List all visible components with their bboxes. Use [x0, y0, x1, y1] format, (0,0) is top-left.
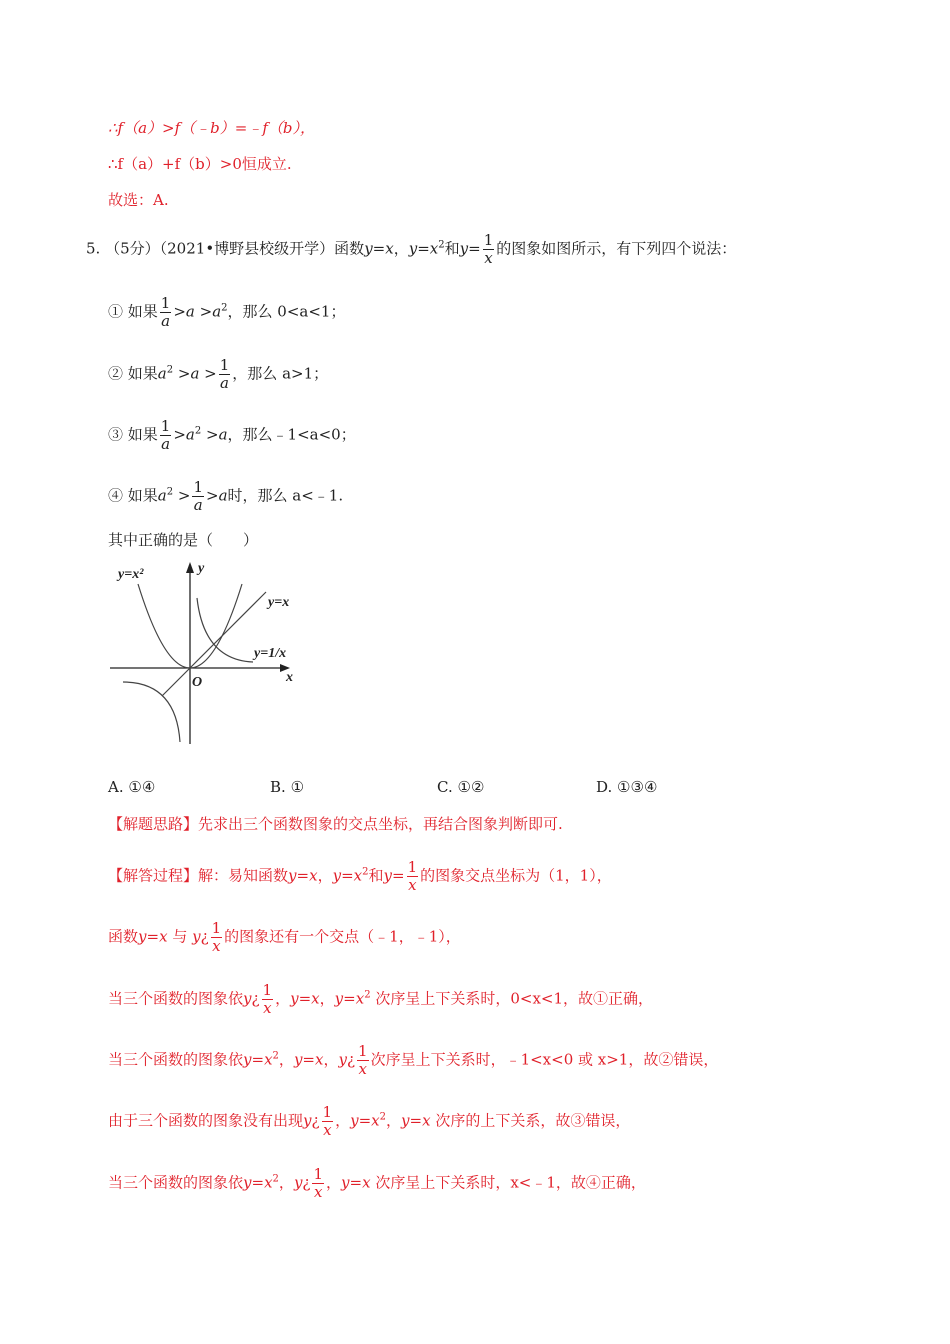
prev-line-1: ∴f（a）>f（﹣b）=﹣f（b）， [108, 119, 315, 137]
option-c-key: C. [437, 778, 453, 796]
p1-b: 的图象交点坐标为（1，1）， [420, 866, 612, 885]
label-y-equals-x: y=x [268, 595, 290, 610]
solution-p5: 由于三个函数的图象没有出现y¿ $\frac{1}{x}$ ，$y=x^2$，y=x 次序的上下关系，故③错误， [108, 1103, 631, 1139]
p5-b: 次序的上下关系，故③错误， [435, 1111, 631, 1130]
p5-a: 由于三个函数的图象没有出现 [108, 1111, 304, 1130]
p2-b: 的图象还有一个交点（﹣1，﹣1）， [224, 927, 461, 946]
stem-b: 的图象如图所示，有下列四个说法： [496, 239, 737, 258]
p1-a: 解：易知函数 [198, 866, 289, 885]
p3-a: 当三个函数的图象依 [108, 989, 244, 1008]
solution-p1: 【解答过程】解：易知函数y=x，$y=x^2$和y= $\frac{1}{x}$ 的图象交点坐标为（1，1）， [108, 858, 612, 894]
label-x-squared: y=x² [118, 567, 144, 582]
option-c[interactable] [437, 778, 484, 796]
option-c-value: ①② [457, 778, 485, 796]
statement-3: ③ 如果 $\frac{1}{a}$ $>a^2 >a$，那么﹣1<a<0； [108, 417, 356, 453]
solution-p4: 当三个函数的图象依$y=x^2$，y=x，y¿ $\frac{1}{x}$ 次序呈上下关系时，﹣1<x<0 或 x>1，故②错误， [108, 1042, 719, 1078]
option-d[interactable] [596, 778, 657, 796]
option-a-key: A. [108, 778, 124, 796]
question-header: 5. （5分）（2021•博野县校级开学）函数y=x，$y=x^2$和y= $\frac{1}{x}$ 的图象如图所示，有下列四个说法： [86, 231, 737, 267]
statement-4: ④ 如果$a^2$ > $\frac{1}{a}$ >a时，那么 a<﹣1. [108, 478, 344, 514]
option-d-value: ①③④ [617, 778, 658, 796]
option-a[interactable] [108, 778, 155, 796]
question-number: 5. [86, 239, 101, 258]
solution-p2: 函数y=x 与 y¿ $\frac{1}{x}$ 的图象还有一个交点（﹣1，﹣1）， [108, 919, 461, 955]
statement-1-tail: ，那么 0<a<1； [227, 302, 346, 321]
prev-line-2: ∴f（a）+f（b）>0恒成立. [108, 155, 292, 173]
curve-inverse-q3 [123, 682, 180, 742]
statement-1: ① 如果 $\frac{1}{a}$ $>a >a^2$，那么 0<a<1； [108, 294, 346, 330]
solution-idea [108, 814, 563, 834]
prev-line-3: 故选：A. [108, 191, 169, 209]
statement-2: ② 如果$a^2 >a$ > $\frac{1}{a}$ ，那么 a>1； [108, 356, 329, 392]
option-b-value: ① [290, 778, 305, 796]
p2-a: 函数 [108, 927, 139, 946]
stem-a: 函数 [334, 239, 365, 258]
label-inverse: y=1/x [254, 646, 287, 661]
p3-b: 次序呈上下关系时，0<x<1，故①正确， [375, 989, 654, 1008]
function-graph [108, 556, 308, 748]
option-b-key: B. [270, 778, 286, 796]
statement-2-tail: ，那么 a>1； [232, 364, 329, 383]
label-origin: O [192, 675, 203, 690]
p4-b: 次序呈上下关系时，﹣1<x<0 或 x>1，故②错误， [370, 1050, 719, 1069]
solution-p6: 当三个函数的图象依$y=x^2$，y¿ $\frac{1}{x}$ ，y=x 次序呈上下关系时，x<﹣1，故④正确， [108, 1165, 646, 1201]
question-prompt: 其中正确的是（ ） [108, 531, 259, 549]
y-axis-arrow [186, 562, 194, 573]
option-b[interactable] [270, 778, 304, 796]
idea-tag: 【解题思路】 [108, 815, 199, 833]
solution-p3: 当三个函数的图象依y¿ $\frac{1}{x}$ ，y=x，$y=x^2$ 次序呈上下关系时，0<x<1，故①正确， [108, 981, 654, 1017]
proc-tag: 【解答过程】 [108, 866, 199, 885]
question-score: （5分） [105, 239, 160, 258]
label-y: y [198, 561, 205, 576]
option-d-key: D. [596, 778, 613, 796]
statement-4-tail: 时，那么 a<﹣1. [227, 486, 344, 505]
graph-svg [108, 556, 308, 748]
idea-text: 先求出三个函数图象的交点坐标，再结合图象判断即可. [198, 815, 563, 833]
option-a-value: ①④ [128, 778, 156, 796]
label-x: x [286, 670, 293, 685]
p4-a: 当三个函数的图象依 [108, 1050, 244, 1069]
p6-b: 次序呈上下关系时，x<﹣1，故④正确， [375, 1173, 646, 1192]
statement-3-tail: ，那么﹣1<a<0； [227, 425, 356, 444]
question-source: （2021•博野县校级开学） [159, 239, 335, 258]
p6-a: 当三个函数的图象依 [108, 1173, 244, 1192]
